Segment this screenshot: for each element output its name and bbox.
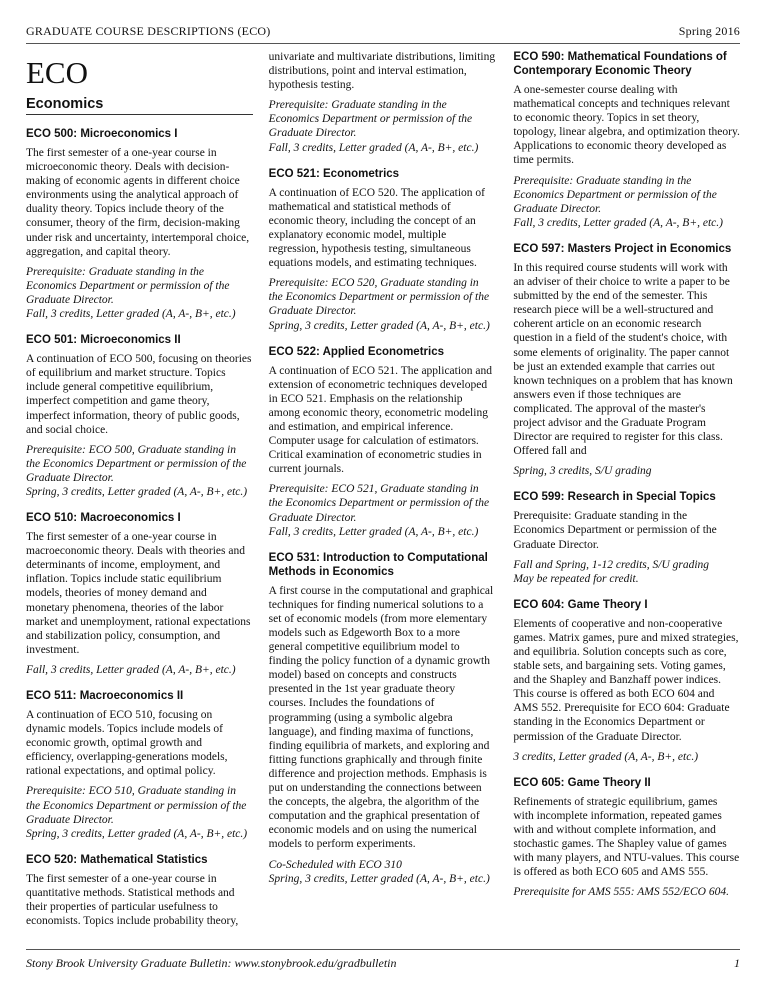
column-3 [507, 50, 740, 940]
course-title: ECO 510: Macroeconomics I [26, 512, 181, 525]
course-description: The first semester of a one-year course in microeconomic theory. Deals with decision-making of economic agents in different choice environments using the analytical approach of duality theory. Topics include theory of the consumer, theory of the firm, decision-making under risk and uncertainty, intertemporal choice, aggregation, and capital theory. [26, 147, 250, 258]
course-eco-599 [513, 490, 740, 585]
course-title: ECO 521: Econometrics [268, 167, 400, 180]
column-2 [267, 50, 508, 940]
course-meta: Prerequisite: ECO 510, Graduate standing in the Economics Department or permission of the Graduate Director. Spring, 3 credits, Letter graded (A, A-, B+, etc.) [26, 785, 248, 840]
course-meta: Prerequisite: ECO 521, Graduate standing in the Economics Department or permission of the Graduate Director. Fall, 3 credits, Letter graded (A, A-, B+, etc.) [268, 483, 490, 538]
course-meta: Fall and Spring, 1-12 credits, S/U grading May be repeated for credit. [513, 558, 710, 585]
course-title: ECO 520: Mathematical Statistics [26, 853, 208, 866]
course-title: ECO 531: Introduction to Computational Methods in Economics [268, 551, 488, 578]
header-term: Spring 2016 [678, 24, 740, 38]
course-eco-531 [269, 551, 496, 886]
course-meta: 3 credits, Letter graded (A, A-, B+, etc.) [513, 750, 699, 763]
course-eco-520 [26, 853, 253, 928]
course-meta: Prerequisite: ECO 500, Graduate standing in the Economics Department or permission of the Graduate Director. Spring, 3 credits, Letter graded (A, A-, B+, etc.) [26, 443, 248, 498]
course-meta: Prerequisite for AMS 555: AMS 552/ECO 604. [513, 886, 729, 899]
course-description: Elements of cooperative and non-cooperative games. Matrix games, pure and mixed strategies, and equilibria. Solution concepts such as core, stable sets, and bargaining sets. Voting games, and the Shapley and Banzhaff power indices. This course is offered as both ECO 604 and AMS 552. Prerequisite for ECO 604: Graduate standing in the Economics Department or permission of the Graduate Director. [513, 617, 739, 743]
course-title: ECO 501: Microeconomics II [26, 334, 181, 347]
course-title: ECO 522: Applied Econometrics [268, 345, 444, 358]
course-meta: Spring, 3 credits, S/U grading [513, 465, 652, 478]
column-1 [26, 50, 267, 940]
course-eco-511 [26, 689, 253, 841]
course-meta: Co-Scheduled with ECO 310 Spring, 3 credits, Letter graded (A, A-, B+, etc.) [268, 858, 490, 885]
page-number: 1 [734, 956, 740, 970]
course-description: In this required course students will work with an adviser of their choice to write a paper to be submitted by the end of the semester. This research piece will be a well-structured and coherent article on an economic research question in a field of the student's choice, with some elements of originality. The paper cannot be just an extended example that carries out known techniques on a problem that has known answers even if those techniques are complicated. The approval of the master's project advisor and the Graduate Program Director are required to register for this class. Offered fall and [513, 261, 733, 458]
course-title: ECO 511: Macroeconomics II [26, 690, 184, 702]
course-meta: Prerequisite: Graduate standing in the Economics Department or permission of the Graduate Director. Fall, 3 credits, Letter graded (A, A-, B+, etc.) [268, 99, 479, 154]
course-title: ECO 599: Research in Special Topics [513, 491, 716, 504]
course-description: The first semester of a one-year course in macroeconomic theory. Deals with theories and determinants of income, employment, and inflation. Topics include static equilibrium models, theories of money demand and monetary phenomena, theories of the labor market and unemployment, rational expectations and stabilization policy, consumption, and investment. [26, 531, 251, 656]
course-description: A first course in the computational and graphical techniques for finding numerical solutions to a set of economic models (from more elementary models such as Edgeworth Box to a more general competitive equilibrium model to finding the policy function of a dynamic growth model) based on concepts and constructs presented in the 1st year graduate theory courses. Includes the foundations of programming (using a symbolic algebra language), and finding maxima of functions, finding equilibria of markets, and exploring and fitting functions graphically and through finite difference and projection methods. Emphasis is put on understanding the connections between the concepts, the algebra, the algorithm of the computation and the graphical presentation of economic models and on using the numerical models to perform experiments. [268, 584, 494, 851]
course-eco-597 [513, 242, 740, 478]
footer-bulletin-link: Stony Brook University Graduate Bulletin: www.stonybrook.edu/gradbulletin [26, 956, 397, 970]
course-title: ECO 605: Game Theory II [513, 776, 651, 789]
columns [26, 50, 740, 940]
course-prerequisite: Prerequisite: Graduate standing in the Economics Department or permission of the Graduate Director. [513, 510, 717, 551]
course-meta: Prerequisite: ECO 520, Graduate standing in the Economics Department or permission of the Graduate Director. Spring, 3 credits, Letter graded (A, A-, B+, etc.) [268, 277, 490, 332]
course-description: A continuation of ECO 521. The application and extension of econometric techniques developed in ECO 521. Emphasis on the relationship among economic theory, econometric modeling and estimation, and empirical inference. Computer usage for calculation of estimators. Critical examination of econometric studies in current journals. [268, 364, 493, 476]
header-title: GRADUATE COURSE DESCRIPTIONS (ECO) [26, 24, 271, 38]
course-meta: Prerequisite: Graduate standing in the Economics Department or permission of the Graduate Director. Fall, 3 credits, Letter graded (A, A-, B+, etc.) [513, 174, 723, 229]
course-eco-522 [269, 345, 496, 539]
course-title: ECO 590: Mathematical Foundations of Contemporary Economic Theory [513, 51, 727, 77]
department-name: Economics [26, 96, 253, 115]
course-title: ECO 604: Game Theory I [513, 598, 648, 611]
course-description: univariate and multivariate distributions, limiting distributions, point and interval estimation, hypothesis testing. [268, 51, 496, 92]
course-title: ECO 597: Masters Project in Economics [513, 242, 732, 255]
course-eco-605 [513, 776, 740, 900]
course-eco-510 [26, 511, 253, 677]
course-meta: Prerequisite: Graduate standing in the Economics Department or permission of the Graduate Director. Fall, 3 credits, Letter graded (A, A-, B+, etc.) [26, 265, 236, 321]
course-description: Refinements of strategic equilibrium, games with incomplete information, repeated games with and without complete information, and stochastic games. The Shapley value of games with many players, and NTU-values. This course is offered as both ECO 605 and AMS 555. [513, 795, 740, 879]
course-eco-520-continued [269, 50, 496, 155]
course-description: A continuation of ECO 510, focusing on dynamic models. Topics include models of economic growth, optimal growth and efficiency, overlapping-generations models, rational expectations, and optimal policy. [26, 709, 228, 778]
course-eco-604 [513, 598, 740, 764]
course-eco-521 [269, 167, 496, 333]
course-eco-500 [26, 127, 253, 321]
course-description: A continuation of ECO 500, focusing on theories of equilibrium and market structure. Topics include general competitive equilibrium, imperfect competition and game theory, imperfect information, theory of public goods, and social choice. [26, 353, 252, 436]
course-eco-590 [513, 50, 740, 230]
running-header [26, 24, 740, 44]
course-description: A one-semester course dealing with mathematical concepts and techniques relevant to economic theory. Topics in set theory, topology, linear algebra, and optimization theory. Applications to economic theory developed as time permits. [513, 84, 740, 167]
department-code: ECO [26, 55, 88, 90]
course-title: ECO 500: Microeconomics I [26, 128, 178, 140]
page-footer [26, 949, 740, 971]
course-description: The first semester of a one-year course in quantitative methods. Statistical methods and their properties of particular usefulness to economists. Topics include probability theory, [26, 872, 239, 928]
course-description: A continuation of ECO 520. The application of mathematical and statistical methods of economic theory, including the concept of an explanatory economic model, multiple regression, hypothesis testing, simultaneous equations models, and estimating techniques. [268, 186, 486, 270]
course-eco-501 [26, 333, 253, 499]
course-meta: Fall, 3 credits, Letter graded (A, A-, B+, etc.) [26, 663, 236, 676]
